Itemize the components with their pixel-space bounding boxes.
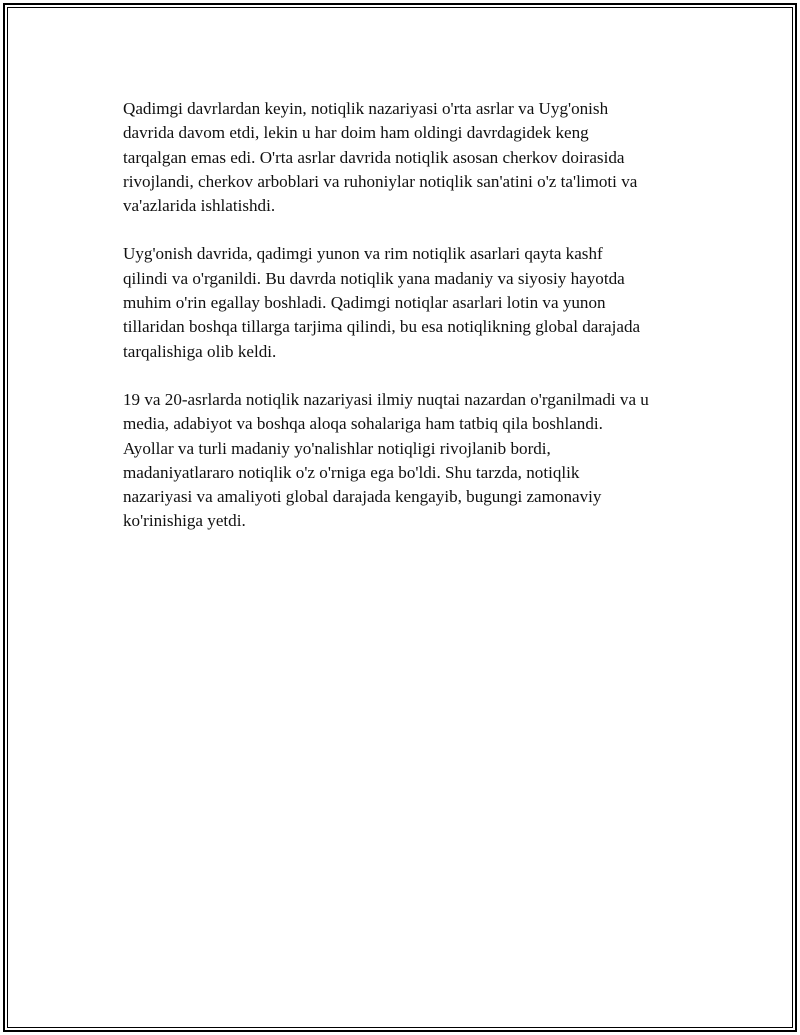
page-border [3, 3, 797, 1032]
paragraph-1: Qadimgi davrlardan keyin, notiqlik nazariyasi o'rta asrlar va Uyg'onish davrida davom etdi, lekin u har doim ham oldingi davrdagidek keng tarqalgan emas edi. O'rta asrlar davrida notiqlik asosan cherkov doirasida rivojlandi, cherkov arboblari va ruhoniylar notiqlik san'atini o'z ta'limoti va va'azlarida ishlatishdi. [123, 99, 638, 216]
document-body [123, 97, 703, 558]
paragraph-3: 19 va 20-asrlarda notiqlik nazariyasi ilmiy nuqtai nazardan o'rganilmadi va u media, adabiyot va boshqa aloqa sohalariga ham tatbiq qila boshlandi. Ayollar va turli madaniy yo'nalishlar notiqligi rivojlanib bordi, madaniyatlararo notiqlik o'z o'rniga ega bo'ldi. Shu tarzda, notiqlik nazariyasi va amaliyoti global darajada kengayib, bugungi zamonaviy ko'rinishiga yetdi. [123, 389, 649, 531]
paragraph-2: Uyg'onish davrida, qadimgi yunon va rim notiqlik asarlari qayta kashf qilindi va o'rganildi. Bu davrda notiqlik yana madaniy va siyosiy hayotda muhim o'rin egallay boshladi. Qadimgi notiqlar asarlari lotin va yunon tillaridan boshqa tillarga tarjima qilindi, bu esa notiqlikning global darajada tarqalishiga olib keldi. [123, 244, 641, 361]
